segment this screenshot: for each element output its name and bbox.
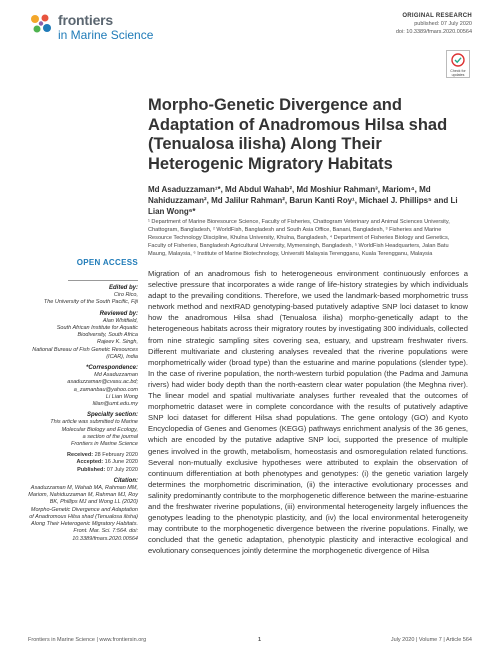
open-access-label: OPEN ACCESS xyxy=(76,258,138,267)
article-type: ORIGINAL RESEARCH xyxy=(402,13,472,19)
doi-link[interactable]: doi: 10.3389/fmars.2020.00564 xyxy=(395,29,472,35)
abstract-text: Migration of an anadromous fish to heterogeneous environment continuously enforces a selective pressure that incorporates a wide range of life-history strategies by which individuals adapt to the prevailing conditions. Therefore, we used the landmark-based morphometric truss network method and nextRAD genotyping-based putatively adaptive SNP loci dataset to know how the anadromous Hilsa shad (Tenualosa ilisha) morpho-genetically adapt to the heterogeneous habitats across their migratory routes by investigating 300 individuals, collected from nine strategic sampling sites covering sea, estuary, and upstream freshwater rivers. Different multivariate and clustering analyses revealed that the riverine populations were morphometrically wider (broad type) than the estuarine and marine populations (slender type). In the case of riverine population, the north-western turbid population (the Padma and Jamuna rivers) had wider body depth than the north-eastern clear water population (the Meghna river). The linear model and spatial multivariate analyses further revealed that the outcomes of morphometric dataset were in complete concordance with the results of putatively adaptive SNP loci dataset for different Hilsa shad populations. The gene ontology (GO) and Kyoto Encyclopedia of Genes and Genomes (KEGG) pathways enrichment analysis of the 36 genes, which are encoded by the putative adaptive SNP loci, supported the presence of multiple genes involved in the growth, metabolism, homeostasis and osmoregulation related functions. Several non-mutually exclusive hypotheses were attributed to explain the observation of continuum differentiation at both phenotypes and genotypes: (i) the genetic variation largely determines the morphometric discrimination, (ii) the interactive evolutionary processes and salinity predominantly contribute to the morphogenetic difference between the marine-estuarine and the freshwater riverine populations, (iii) environmental heterogeneity largely influences the genotypes leading to the phenotypic plasticity, and (iv) the local environmental heterogeneity may contribute to the morphogenetic divergence between the riverine populations. Finally, we concluded that the genetic adaptation, phenotypic plasticity and interactive ecological and evolutionary consequences jointly determine the morphogenetic divergence of Hilsa xyxy=(148,269,468,556)
specialty-section-info: This article was submitted to Marine Molecular Biology and Ecology, a section of the journal Frontiers in Marine Science xyxy=(50,419,138,448)
correspondence-label: *Correspondence: xyxy=(85,365,138,372)
author-list: Md Asaduzzaman¹*, Md Abdul Wahab², Md Moshiur Rahman³, Mariom⁴, Md Nahiduzzaman², Md Jalilur Rahman², Barun Kanti Roy¹, Michael J. Phillips⁵ and Li Lian Wong⁶* xyxy=(148,185,458,216)
brand-name: frontiers xyxy=(58,12,113,28)
accepted-date: Accepted: 16 June 2020 xyxy=(76,459,138,466)
footer-issue-info: July 2020 | Volume 7 | Article 564 xyxy=(390,637,472,643)
badge-label: Check for updates xyxy=(450,68,466,77)
correspondence-info[interactable]: Md Asaduzzaman asaduzzaman@cvasu.ac.bd; a_zamanbau@yahoo.com Li Lian Wong lilian@umt.edu.my xyxy=(67,372,138,408)
reviewed-by-label: Reviewed by: xyxy=(99,310,138,317)
affiliations: ¹ Department of Marine Bioresource Science, Faculty of Fisheries, Chattogram Veterinary and Animal Sciences University, Chattogram, Bangladesh, ² WorldFish, Bangladesh and South Asia Office, Banani, Bangladesh, ³ Fisheries and Marine Resource Technology Discipline, Khulna University, Khulna, Bangladesh, ⁴ Department of Fisheries Biology and Genetics, Faculty of Fisheries, Bangladesh Agricultural University, Mymensingh, Bangladesh, ⁵ WorldFish Headquarters, Jalan Batu Maung, Malaysia, ⁶ Institute of Marine Biotechnology, Universiti Malaysia Terengganu, Kuala Terengganu, Malaysia xyxy=(148,219,450,257)
page-footer xyxy=(28,637,472,647)
editor-info: Ciro Rico, The University of the South Pacific, Fiji xyxy=(43,292,138,306)
published-date-sidebar: Published: 07 July 2020 xyxy=(77,466,138,473)
frontiers-logo-icon xyxy=(28,12,54,38)
update-check-icon xyxy=(451,53,465,67)
article-title: Morpho-Genetic Divergence and Adaptation of Anadromous Hilsa shad (Tenualosa ilisha) Along Their Heterogenic Migratory Habitats xyxy=(148,96,448,173)
sidebar-divider xyxy=(68,280,138,281)
journal-name: in Marine Science xyxy=(58,28,154,42)
edited-by-label: Edited by: xyxy=(108,285,138,291)
journal-logo[interactable] xyxy=(28,10,188,44)
footer-journal-link[interactable]: Frontiers in Marine Science | www.frontiersin.org xyxy=(28,637,147,643)
reviewer-info: Alan Whitfield, South African Institute for Aquatic Biodiversity, South Africa Rajeev K. Singh, National Bureau of Fish Genetic Resources (ICAR), India xyxy=(32,317,138,360)
citation-label: Citation: xyxy=(113,477,138,484)
published-date: published: 07 July 2020 xyxy=(414,21,472,27)
dates-block xyxy=(28,452,138,474)
received-date: Received: 28 February 2020 xyxy=(67,452,138,459)
article-sidebar xyxy=(28,276,138,543)
check-for-updates-badge[interactable] xyxy=(446,50,470,78)
citation-info: Asaduzzaman M, Wahab MA, Rahman MM, Mariom, Nahiduzzaman M, Rahman MJ, Roy BK, Phillips MJ and Wong LL (2020) Morpho-Genetic Divergence and Adaptation of Anadromous Hilsa shad (Tenualosa ilisha) Along Their Heterogenic Migratory Habitats. Front. Mar. Sci. 7:564. doi: 10.3389/fmars.2020.00564 xyxy=(28,485,138,542)
specialty-section-label: Specialty section: xyxy=(86,412,138,419)
page-number: 1 xyxy=(258,637,262,643)
article-meta xyxy=(272,12,472,36)
